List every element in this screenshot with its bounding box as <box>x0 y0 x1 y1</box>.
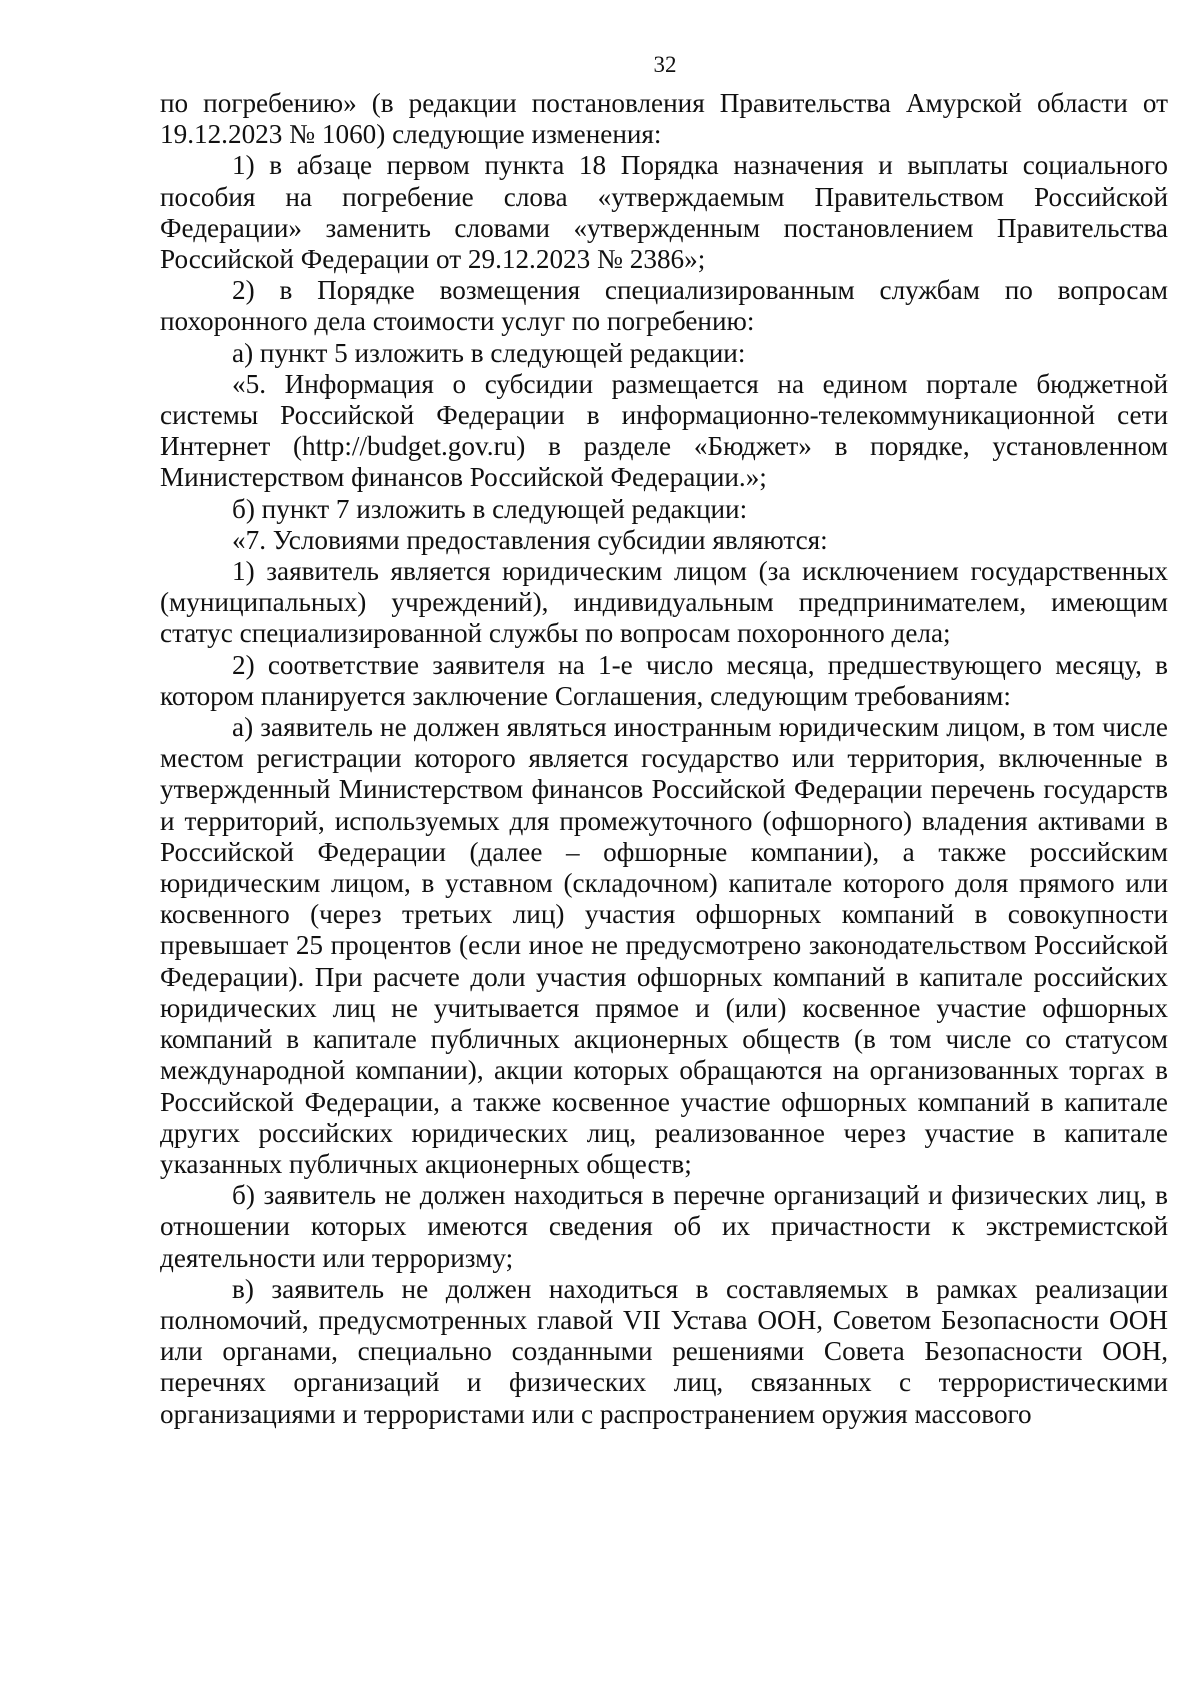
paragraph-item-1: 1) в абзаце первом пункта 18 Порядка назначения и выплаты социального пособия на погребение слова «утверждаемым Правительством Российской Федерации» заменить словами «утвержденным постановлением Правительства Российской Федерации от 29.12.2023 № 2386»; <box>160 150 1168 275</box>
paragraph-point-5: «5. Информация о субсидии размещается на едином портале бюджетной системы Российской Федерации в информационно-телекоммуникационной сети Интернет (http://budget.gov.ru) в разделе «Бюджет» в порядке, установленном Министерством финансов Российской Федерации.»; <box>160 368 1168 493</box>
paragraph-condition-2: 2) соответствие заявителя на 1-е число месяца, предшествующего месяцу, в котором планируется заключение Соглашения, следующим требованиям: <box>160 649 1168 711</box>
document-body <box>160 88 1168 1430</box>
paragraph-intro: по погребению» (в редакции постановления Правительства Амурской области от 19.12.2023 № 1060) следующие изменения: <box>160 88 1168 150</box>
paragraph-requirement-v: в) заявитель не должен находиться в составляемых в рамках реализации полномочий, предусмотренных главой VII Устава ООН, Советом Безопасности ООН или органами, специально созданными решениями Совета Безопасности ООН, перечнях организаций и физических лиц, связанных с террористическими организациями и террористами или с распространением оружия массового <box>160 1273 1168 1429</box>
paragraph-requirement-b: б) заявитель не должен находиться в перечне организаций и физических лиц, в отношении которых имеются сведения об их причастности к экстремистской деятельности или терроризму; <box>160 1180 1168 1273</box>
page-number-container <box>0 50 1200 80</box>
paragraph-subitem-b: б) пункт 7 изложить в следующей редакции: <box>232 493 748 524</box>
paragraph-point-7: «7. Условиями предоставления субсидии являются: <box>232 524 828 555</box>
paragraph-item-2: 2) в Порядке возмещения специализированным службам по вопросам похоронного дела стоимости услуг по погребению: <box>160 275 1168 337</box>
page-number: 32 <box>653 52 677 77</box>
paragraph-requirement-a: а) заявитель не должен являться иностранным юридическим лицом, в том числе местом регистрации которого является государство или территория, включенные в утвержденный Министерством финансов Российской Федерации перечень государств и территорий, используемых для промежуточного (офшорного) владения активами в Российской Федерации (далее – офшорные компании), а также российским юридическим лицом, в уставном (складочном) капитале которого доля прямого или косвенного (через третьих лиц) участия офшорных компаний в совокупности превышает 25 процентов (если иное не предусмотрено законодательством Российской Федерации). При расчете доли участия офшорных компаний в капитале российских юридических лиц не учитывается прямое и (или) косвенное участие офшорных компаний в капитале публичных акционерных обществ (в том числе со статусом международной компании), акции которых обращаются на организованных торгах в Российской Федерации, а также косвенное участие офшорных компаний в капитале других российских юридических лиц, реализованное через участие в капитале указанных публичных акционерных обществ; <box>160 712 1168 1179</box>
paragraph-condition-1: 1) заявитель является юридическим лицом (за исключением государственных (муниципальных) учреждений), индивидуальным предпринимателем, имеющим статус специализированной службы по вопросам похоронного дела; <box>160 556 1168 649</box>
paragraph-subitem-a: а) пункт 5 изложить в следующей редакции: <box>232 337 746 368</box>
